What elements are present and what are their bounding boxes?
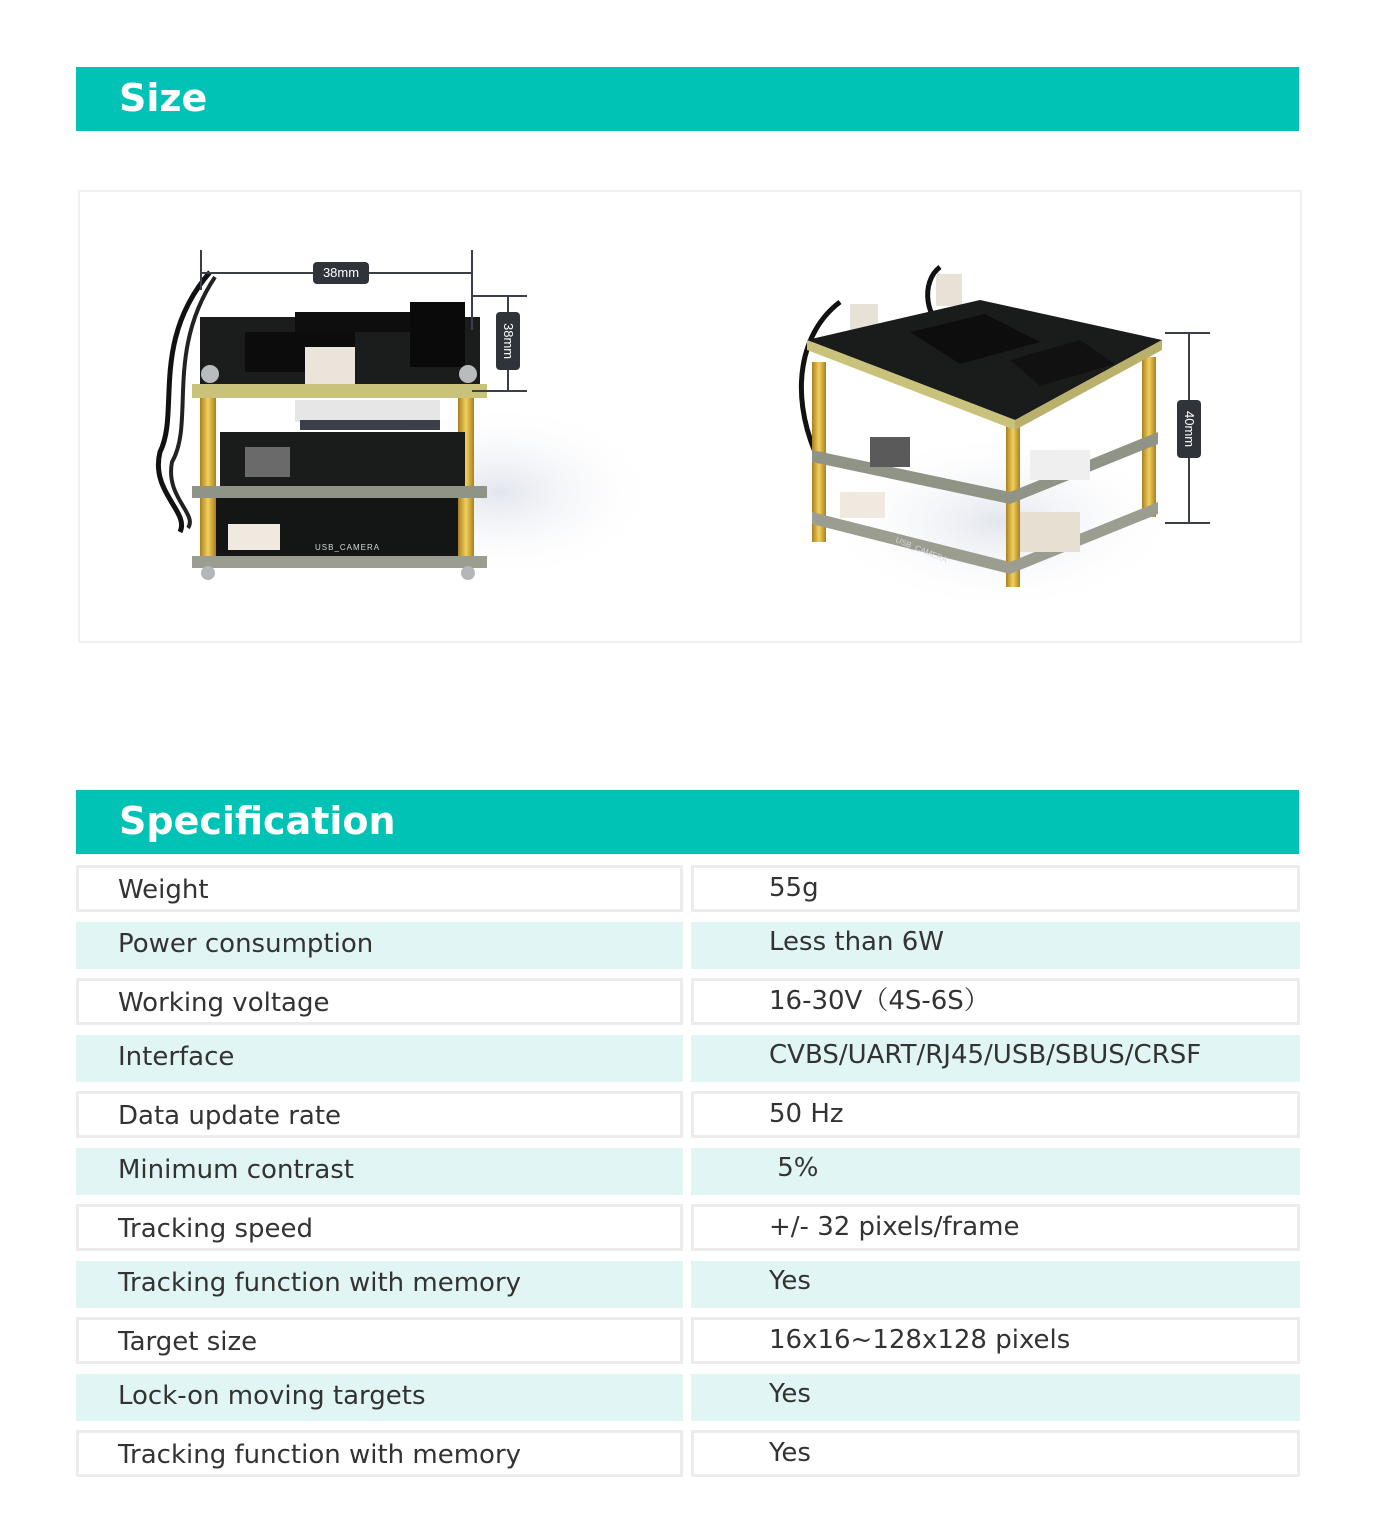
dimension-line-width: [200, 250, 202, 290]
table-row: [76, 1261, 1300, 1308]
table-row: [76, 1035, 1300, 1082]
spec-value: Yes: [691, 1374, 1300, 1421]
table-row: [76, 1204, 1300, 1251]
spec-value: 55g: [691, 865, 1300, 912]
dimension-label-width: 38mm: [313, 262, 369, 284]
table-row: [76, 978, 1300, 1025]
spec-value: 16-30V（4S-6S）: [691, 978, 1300, 1025]
dimension-line-width: [471, 250, 473, 330]
table-row: [76, 865, 1300, 912]
spec-section-title: Specification: [119, 799, 396, 843]
size-section-header: [76, 67, 1299, 131]
dimension-label-height: 38mm: [496, 312, 520, 370]
spec-key: Weight: [76, 865, 683, 912]
spec-key: Target size: [76, 1317, 683, 1364]
spec-key: Tracking function with memory: [76, 1430, 683, 1477]
product-image-frame: [78, 190, 1302, 643]
table-row: [76, 1091, 1300, 1138]
spec-value: 50 Hz: [691, 1091, 1300, 1138]
table-row: [76, 1374, 1300, 1421]
spec-key: Working voltage: [76, 978, 683, 1025]
spec-value: +/- 32 pixels/frame: [691, 1204, 1300, 1251]
spec-section-header: [76, 790, 1299, 854]
board-label: USB_CAMERA: [315, 543, 381, 552]
spec-key: Interface: [76, 1035, 683, 1082]
board-label-angled: USB_CAMERA: [894, 535, 949, 565]
dimension-label-height-angled: 40mm: [1177, 400, 1201, 458]
table-row: [76, 922, 1300, 969]
spec-value: Less than 6W: [691, 922, 1300, 969]
spec-value: CVBS/UART/RJ45/USB/SBUS/CRSF: [691, 1035, 1300, 1082]
spec-value: 5%: [691, 1148, 1300, 1195]
spec-key: Power consumption: [76, 922, 683, 969]
spec-key: Tracking speed: [76, 1204, 683, 1251]
spec-value: Yes: [691, 1430, 1300, 1477]
dimension-line-height: [472, 295, 527, 297]
spec-key: Lock-on moving targets: [76, 1374, 683, 1421]
spec-key: Minimum contrast: [76, 1148, 683, 1195]
spec-value: 16x16~128x128 pixels: [691, 1317, 1300, 1364]
table-row: [76, 1148, 1300, 1195]
dimension-line-height: [472, 390, 527, 392]
spec-key: Data update rate: [76, 1091, 683, 1138]
spec-key: Tracking function with memory: [76, 1261, 683, 1308]
table-row: [76, 1317, 1300, 1364]
spec-value: Yes: [691, 1261, 1300, 1308]
product-photo-front: [80, 192, 1300, 641]
table-row: [76, 1430, 1300, 1477]
size-section-title: Size: [119, 76, 208, 120]
